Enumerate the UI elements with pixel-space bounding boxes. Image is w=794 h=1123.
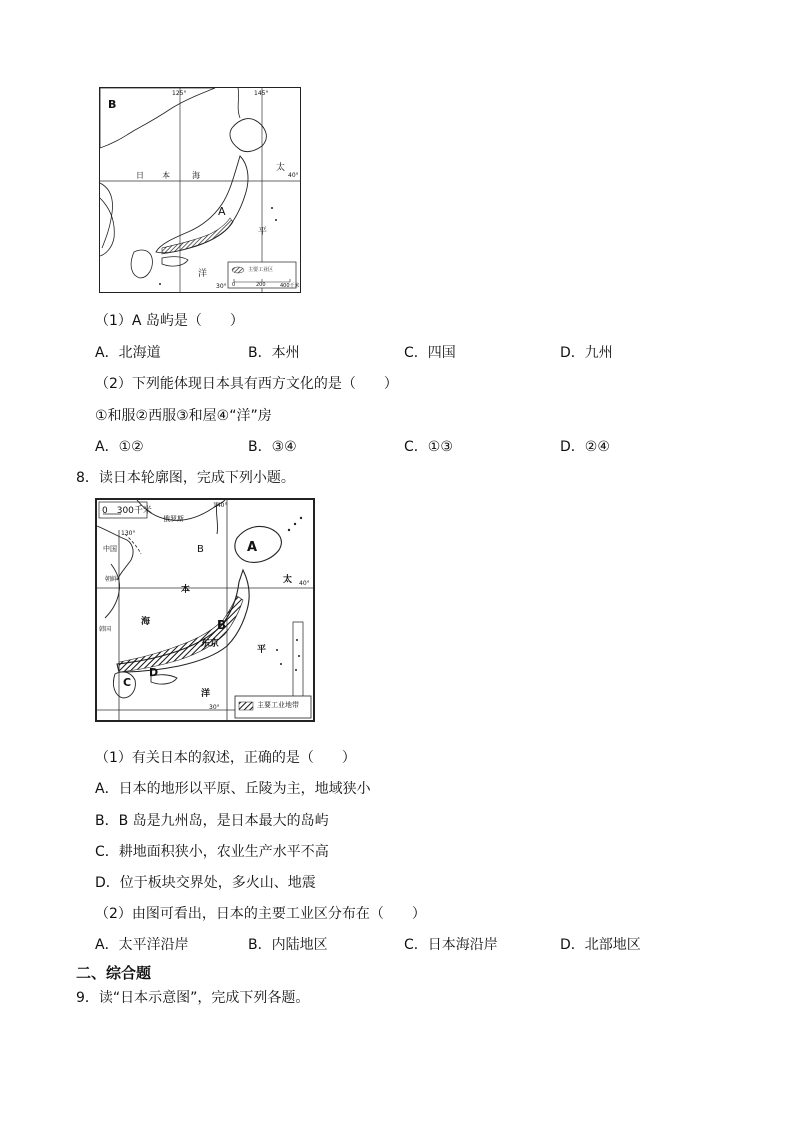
map2-korea: 朝鲜 <box>105 576 118 583</box>
map1-label-B: B <box>108 98 117 111</box>
map1-legend-label: 主要工业区 <box>248 267 274 273</box>
q8-sub1-question: （1）有关日本的叙述，正确的是（ ） <box>95 750 356 766</box>
map1-pacific-3: 洋 <box>198 269 208 279</box>
q7-sub1-option-d: D．九州 <box>560 345 613 361</box>
map1-scale-200: 200 <box>256 282 266 288</box>
map2-lat-30: 30° <box>209 704 220 711</box>
q7-sub1-option-a: A．北海道 <box>95 345 161 361</box>
map2-legend-label: 主要工业地带 <box>257 701 299 709</box>
q7-sub1-option-b: B．本州 <box>248 345 300 361</box>
map2-russia: 俄罗斯 <box>163 515 184 523</box>
map2-pacific-1: 太 <box>283 575 293 585</box>
map2-lat-40: 40° <box>299 580 310 587</box>
q8-sub2-option-c: C．日本海沿岸 <box>404 937 498 953</box>
map1-sea-2: 本 <box>162 171 170 180</box>
map2-pacific-3: 洋 <box>201 689 211 699</box>
q7-sub2-option-d: D．②④ <box>560 439 610 455</box>
q8-sub1-option-a: A．日本的地形以平原、丘陵为主，地域狭小 <box>95 781 371 797</box>
map2-sea-2: 海 <box>141 617 151 627</box>
map2-label-D: D <box>149 666 159 679</box>
map2-korea2: 韩国 <box>99 626 112 633</box>
map2-china: 中国 <box>103 545 117 553</box>
map1-lon-125: 125° <box>172 90 187 97</box>
map2-label-B: B <box>197 544 204 555</box>
q7-sub1-question: （1）A 岛屿是（ ） <box>95 313 244 329</box>
map2-tokyo: 东京 <box>201 639 220 649</box>
map2-label-C: C <box>123 676 132 689</box>
q8-sub2-option-a: A．太平洋沿岸 <box>95 937 189 953</box>
map1-lon-145: 145° <box>254 90 269 97</box>
q9-stem: 9．读“日本示意图”，完成下列各题。 <box>76 990 310 1006</box>
q8-sub2-option-d: D．北部地区 <box>560 937 641 953</box>
q7-sub1-option-c: C．四国 <box>404 345 456 361</box>
q8-sub2-option-b: B．内陆地区 <box>248 937 328 953</box>
q7-sub2-option-a: A．①② <box>95 439 144 455</box>
map2-label-B2: B <box>217 618 227 632</box>
japan-map-1 <box>99 87 301 293</box>
map1-sea-1: 日 <box>136 171 144 180</box>
map2-label-A: A <box>247 540 258 555</box>
q8-sub1-option-c: C．耕地面积狭小，农业生产水平不高 <box>95 844 329 860</box>
q7-sub2-option-b: B．③④ <box>248 439 297 455</box>
map2-pacific-2: 平 <box>257 645 267 655</box>
q8-sub1-option-b: B．B 岛是九州岛，是日本最大的岛屿 <box>95 813 329 829</box>
q7-sub2-list: ①和服②西服③和屋④“洋”房 <box>95 408 272 424</box>
map1-lat-30: 30° <box>216 283 227 290</box>
q7-sub2-question: （2）下列能体现日本具有西方文化的是（ ） <box>95 376 398 392</box>
map1-sea-3: 海 <box>192 171 200 180</box>
map2-lon-130: 130° <box>121 530 136 537</box>
map1-pacific-1: 太 <box>276 163 286 173</box>
q8-stem: 8．读日本轮廓图，完成下列小题。 <box>76 470 295 486</box>
map2-scale: 0 300千米 <box>102 506 152 516</box>
japan-map-2 <box>95 498 315 722</box>
q8-sub2-question: （2）由图可看出，日本的主要工业区分布在（ ） <box>95 906 426 922</box>
map2-sea-1: 本 <box>181 585 191 595</box>
q7-sub2-option-c: C．①③ <box>404 439 453 455</box>
map1-pacific-2: 平 <box>258 227 268 237</box>
map1-lat-40: 40° <box>288 172 299 179</box>
q8-sub1-option-d: D．位于板块交界处，多火山、地震 <box>95 875 316 891</box>
map2-lon-140: 140° <box>213 502 228 509</box>
map1-label-A: A <box>218 205 226 218</box>
section-heading: 二、综合题 <box>76 964 152 982</box>
map1-scale-400: 400千米 <box>280 283 300 289</box>
map1-scale-0: 0 <box>232 282 236 288</box>
